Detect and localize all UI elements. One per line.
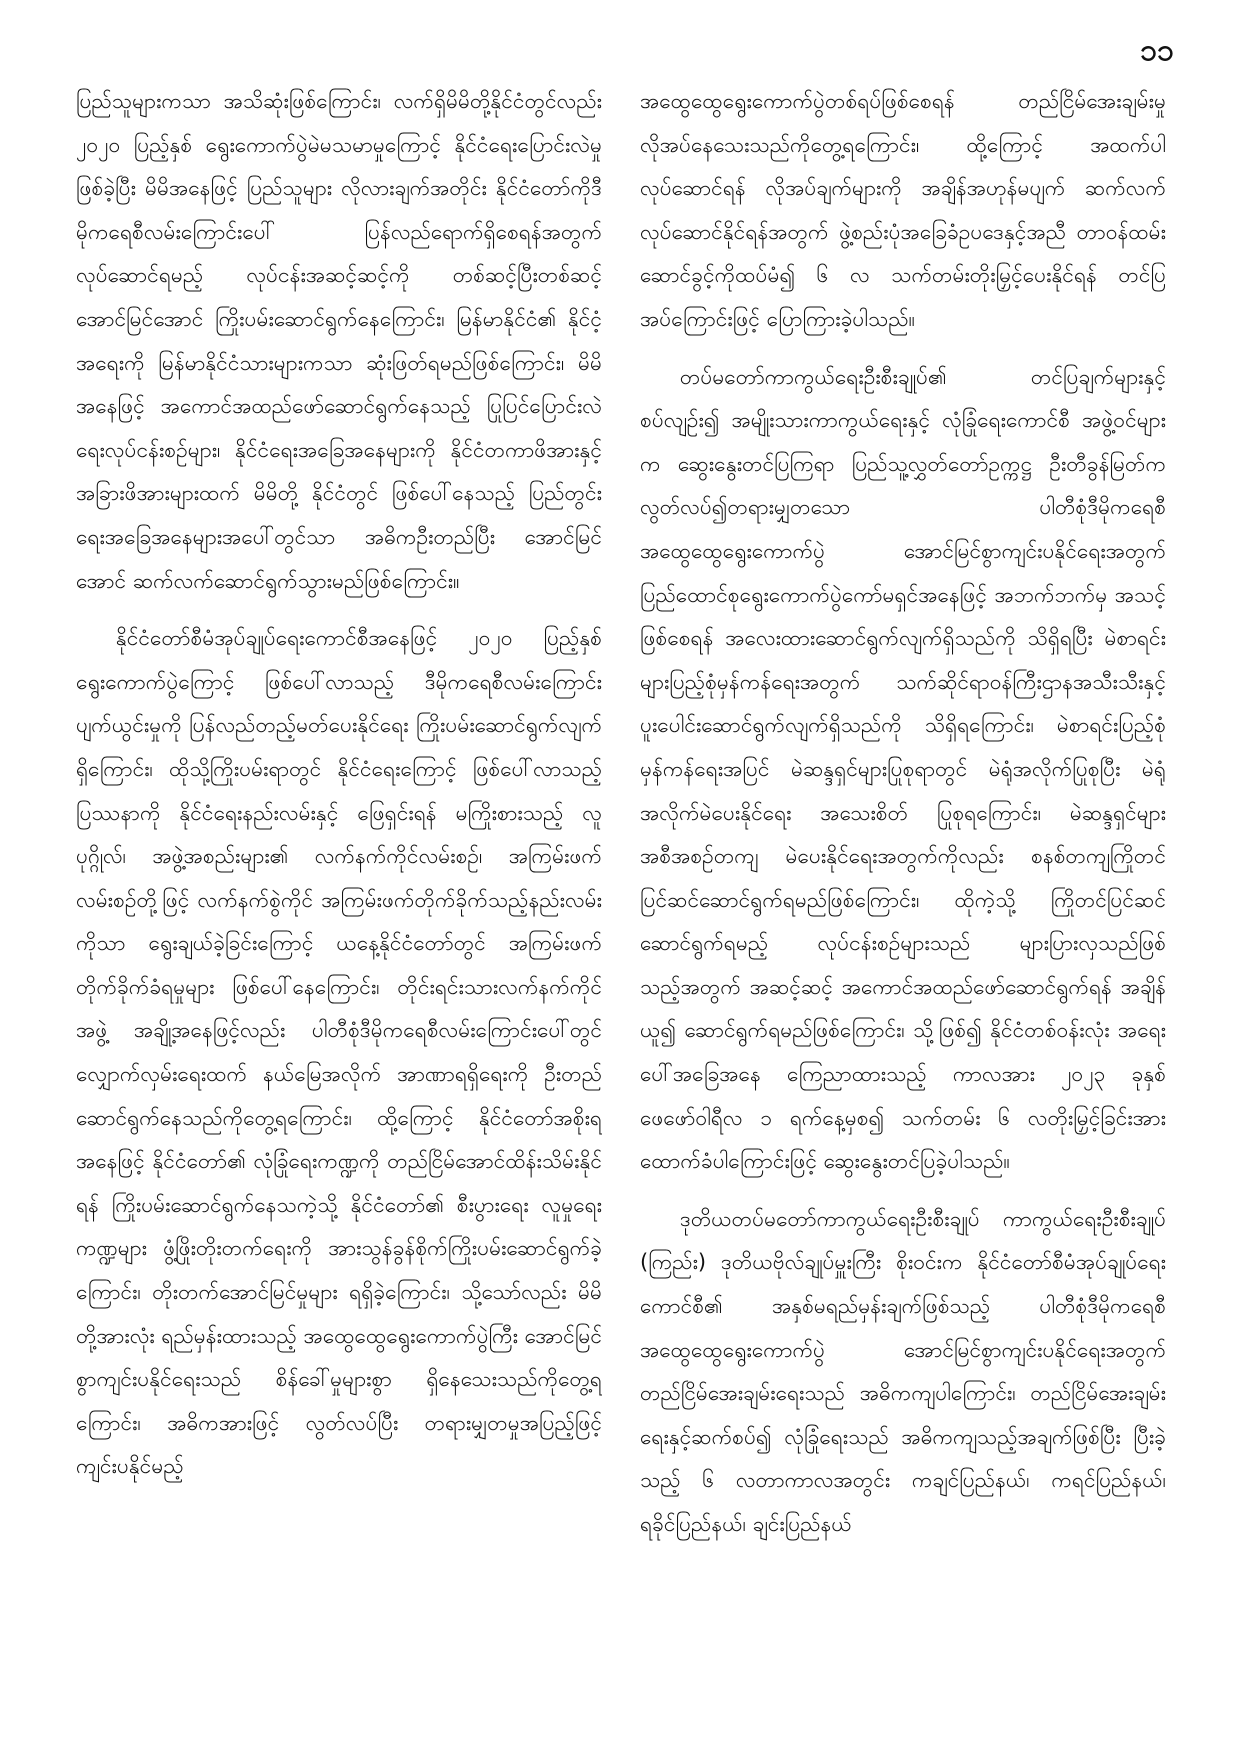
paragraph: အထွေထွေရွေးကောက်ပွဲတစ်ရပ်ဖြစ်စေရန် တည်ငြိမ်အေးချမ်းမှု လိုအပ်နေသေးသည်ကိုတွေ့ရကြောင်း၊ ထို့ကြောင့် အထက်ပါ လုပ်ဆောင်ရန် လိုအပ်ချက်များကို အချိန်အဟုန်မပျက် ဆက်လက်လုပ်ဆောင်နိုင်ရန်အတွက် ဖွဲ့စည်းပုံအခြေခံဥပဒေနှင့်အညီ တာဝန်ထမ်းဆောင်ခွင့်ကိုထပ်မံ၍ ၆ လ သက်တမ်းတိုးမြှင့်ပေးနိုင်ရန် တင်ပြအပ်ကြောင်းဖြင့် ပြောကြားခဲ့ပါသည်။ [640, 89, 1166, 331]
paragraph: ဒုတိယတပ်မတော်ကာကွယ်ရေးဦးစီးချုပ် ကာကွယ်ရေးဦးစီးချုပ် (ကြည်း) ဒုတိယဗိုလ်ချုပ်မှူးကြီး စိုးဝင်းက နိုင်ငံတော်စီမံအုပ်ချုပ်ရေးကောင်စီ၏ အနှစ်မရည်မှန်းချက်ဖြစ်သည့် ပါတီစုံဒီမိုကရေစီအထွေထွေရွေးကောက်ပွဲ အောင်မြင်စွာကျင်းပနိုင်ရေးအတွက် တည်ငြိမ်အေးချမ်းရေးသည် အဓိကကျပါကြောင်း၊ တည်ငြိမ်အေးချမ်းရေးနှင့်ဆက်စပ်၍ လုံခြုံရေးသည် အဓိကကျသည့်အချက်ဖြစ်ပြီး ပြီးခဲ့သည့် ၆ လတာကာလအတွင်း ကချင်ပြည်နယ်၊ ကရင်ပြည်နယ်၊ ရခိုင်ပြည်နယ်၊ ချင်းပြည်နယ် [640, 1206, 1166, 1536]
paragraph: နိုင်ငံတော်စီမံအုပ်ချုပ်ရေးကောင်စီအနေဖြင့် ၂၀၂၀ ပြည့်နှစ် ရွေးကောက်ပွဲကြောင့် ဖြစ်ပေါ်လာသည့် ဒီမိုကရေစီလမ်းကြောင်း ပျက်ယွင်းမှုကို ပြန်လည်တည့်မတ်ပေးနိုင်ရေး ကြိုးပမ်းဆောင်ရွက်လျက်ရှိကြောင်း၊ ထိုသို့ကြိုးပမ်းရာတွင် နိုင်ငံရေးကြောင့် ဖြစ်ပေါ်လာသည့်ပြဿနာကို နိုင်ငံရေးနည်းလမ်းနှင့် ဖြေရှင်းရန် မကြိုးစားသည့် လူပုဂ္ဂိုလ်၊ အဖွဲ့အစည်းများ၏ လက်နက်ကိုင်လမ်းစဉ်၊ အကြမ်းဖက်လမ်းစဉ်တို့ဖြင့် လက်နက်စွဲကိုင် အကြမ်းဖက်တိုက်ခိုက်သည့်နည်းလမ်းကိုသာ ရွေးချယ်ခဲ့ခြင်းကြောင့် ယနေ့နိုင်ငံတော်တွင် အကြမ်းဖက်တိုက်ခိုက်ခံရမှုများ ဖြစ်ပေါ်နေကြောင်း၊ တိုင်းရင်းသားလက်နက်ကိုင်အဖွဲ့ အချို့အနေဖြင့်လည်း ပါတီစုံဒီမိုကရေစီလမ်းကြောင်းပေါ်တွင် လျှောက်လှမ်းရေးထက် နယ်မြေအလိုက် အာဏာရရှိရေးကို ဦးတည်ဆောင်ရွက်နေသည်ကိုတွေ့ရကြောင်း၊ ထို့ကြောင့် နိုင်ငံတော်အစိုးရအနေဖြင့် နိုင်ငံတော်၏ လုံခြုံရေးကဏ္ဍကို တည်ငြိမ်အောင်ထိန်းသိမ်းနိုင်ရန် ကြိုးပမ်းဆောင်ရွက်နေသကဲ့သို့ နိုင်ငံတော်၏ စီးပွားရေး လူမှုရေးကဏ္ဍများ ဖွံ့ဖြိုးတိုးတက်ရေးကို အားသွန်ခွန်စိုက်ကြိုးပမ်းဆောင်ရွက်ခဲ့ကြောင်း၊ တိုးတက်အောင်မြင်မှုများ ရရှိခဲ့ကြောင်း၊ သို့သော်လည်း မိမိတို့အားလုံး ရည်မှန်းထားသည့် အထွေထွေရွေးကောက်ပွဲကြီး အောင်မြင်စွာကျင်းပနိုင်ရေးသည် စိန်ခေါ်မှုများစွာ ရှိနေသေးသည်ကိုတွေ့ရကြောင်း၊ အဓိကအားဖြင့် လွတ်လပ်ပြီး တရားမျှတမှုအပြည့်ဖြင့် ကျင်းပနိုင်မည့် [76, 626, 602, 1479]
right-column [640, 80, 1166, 1730]
paragraph: ပြည်သူများကသာ အသိဆုံးဖြစ်ကြောင်း၊ လက်ရှိမိမိတို့နိုင်ငံတွင်လည်း ၂၀၂၀ ပြည့်နှစ် ရွေးကောက်ပွဲမဲမသမာမှုကြောင့် နိုင်ငံရေးပြောင်းလဲမှုဖြစ်ခဲ့ပြီး မိမိအနေဖြင့် ပြည်သူများ လိုလားချက်အတိုင်း နိုင်ငံတော်ကိုဒီမိုကရေစီလမ်းကြောင်းပေါ် ပြန်လည်ရောက်ရှိစေရန်အတွက် လုပ်ဆောင်ရမည့် လုပ်ငန်းအဆင့်ဆင့်ကို တစ်ဆင့်ပြီးတစ်ဆင့် အောင်မြင်အောင် ကြိုးပမ်းဆောင်ရွက်နေကြောင်း၊ မြန်မာနိုင်ငံ၏ နိုင်ငံ့အရေးကို မြန်မာနိုင်ငံသားများကသာ ဆုံးဖြတ်ရမည်ဖြစ်ကြောင်း၊ မိမိအနေဖြင့် အကောင်အထည်ဖော်ဆောင်ရွက်နေသည့် ပြုပြင်ပြောင်းလဲရေးလုပ်ငန်းစဉ်များ၊ နိုင်ငံရေးအခြေအနေများကို နိုင်ငံတကာဖိအားနှင့် အခြားဖိအားများထက် မိမိတို့ နိုင်ငံတွင် ဖြစ်ပေါ်နေသည့် ပြည်တွင်းရေးအခြေအနေများအပေါ်တွင်သာ အဓိကဦးတည်ပြီး အောင်မြင်အောင် ဆက်လက်ဆောင်ရွက်သွားမည်ဖြစ်ကြောင်း။ [76, 89, 602, 593]
page-number: ၁၁ [1140, 33, 1174, 68]
paragraph: တပ်မတော်ကာကွယ်ရေးဦးစီးချုပ်၏ တင်ပြချက်များနှင့်စပ်လျဉ်း၍ အမျိုးသားကာကွယ်ရေးနှင့် လုံခြုံရေးကောင်စီ အဖွဲ့ဝင်များက ဆွေးနွေးတင်ပြကြရာ ပြည်သူ့လွှတ်တော်ဥက္ကဋ္ဌ ဦးတီခွန်မြတ်က လွတ်လပ်၍တရားမျှတသော ပါတီစုံဒီမိုကရေစီအထွေထွေရွေးကောက်ပွဲ အောင်မြင်စွာကျင်းပနိုင်ရေးအတွက် ပြည်ထောင်စုရွေးကောက်ပွဲကော်မရှင်အနေဖြင့် အဘက်ဘက်မှ အသင့်ဖြစ်စေရန် အလေးထားဆောင်ရွက်လျက်ရှိသည်ကို သိရှိရပြီး မဲစာရင်းများပြည့်စုံမှန်ကန်ရေးအတွက် သက်ဆိုင်ရာဝန်ကြီးဌာနအသီးသီးနှင့် ပူးပေါင်းဆောင်ရွက်လျက်ရှိသည်ကို သိရှိရကြောင်း၊ မဲစာရင်းပြည့်စုံမှန်ကန်ရေးအပြင် မဲဆန္ဒရှင်များပြုစုရာတွင် မဲရုံအလိုက်ပြုစုပြီး မဲရုံအလိုက်မဲပေးနိုင်ရေး အသေးစိတ် ပြုစုရကြောင်း၊ မဲဆန္ဒရှင်များ အစီအစဉ်တကျ မဲပေးနိုင်ရေးအတွက်ကိုလည်း စနစ်တကျကြိုတင် ပြင်ဆင်ဆောင်ရွက်ရမည်ဖြစ်ကြောင်း၊ ထိုကဲ့သို့ ကြိုတင်ပြင်ဆင်ဆောင်ရွက်ရမည့် လုပ်ငန်းစဉ်များသည် များပြားလှသည်ဖြစ်သည့်အတွက် အဆင့်ဆင့် အကောင်အထည်ဖော်ဆောင်ရွက်ရန် အချိန်ယူ၍ ဆောင်ရွက်ရမည်ဖြစ်ကြောင်း၊ သို့ဖြစ်၍ နိုင်ငံတစ်ဝန်းလုံး အရေးပေါ်အခြေအနေ ကြေညာထားသည့် ကာလအား ၂၀၂၃ ခုနှစ် ဖေဖော်ဝါရီလ ၁ ရက်နေ့မှစ၍ သက်တမ်း ၆ လတိုးမြှင့်ခြင်းအား ထောက်ခံပါကြောင်းဖြင့် ဆွေးနွေးတင်ပြခဲ့ပါသည်။ [640, 364, 1166, 1174]
two-column-body [76, 80, 1166, 1730]
left-column [76, 80, 602, 1730]
